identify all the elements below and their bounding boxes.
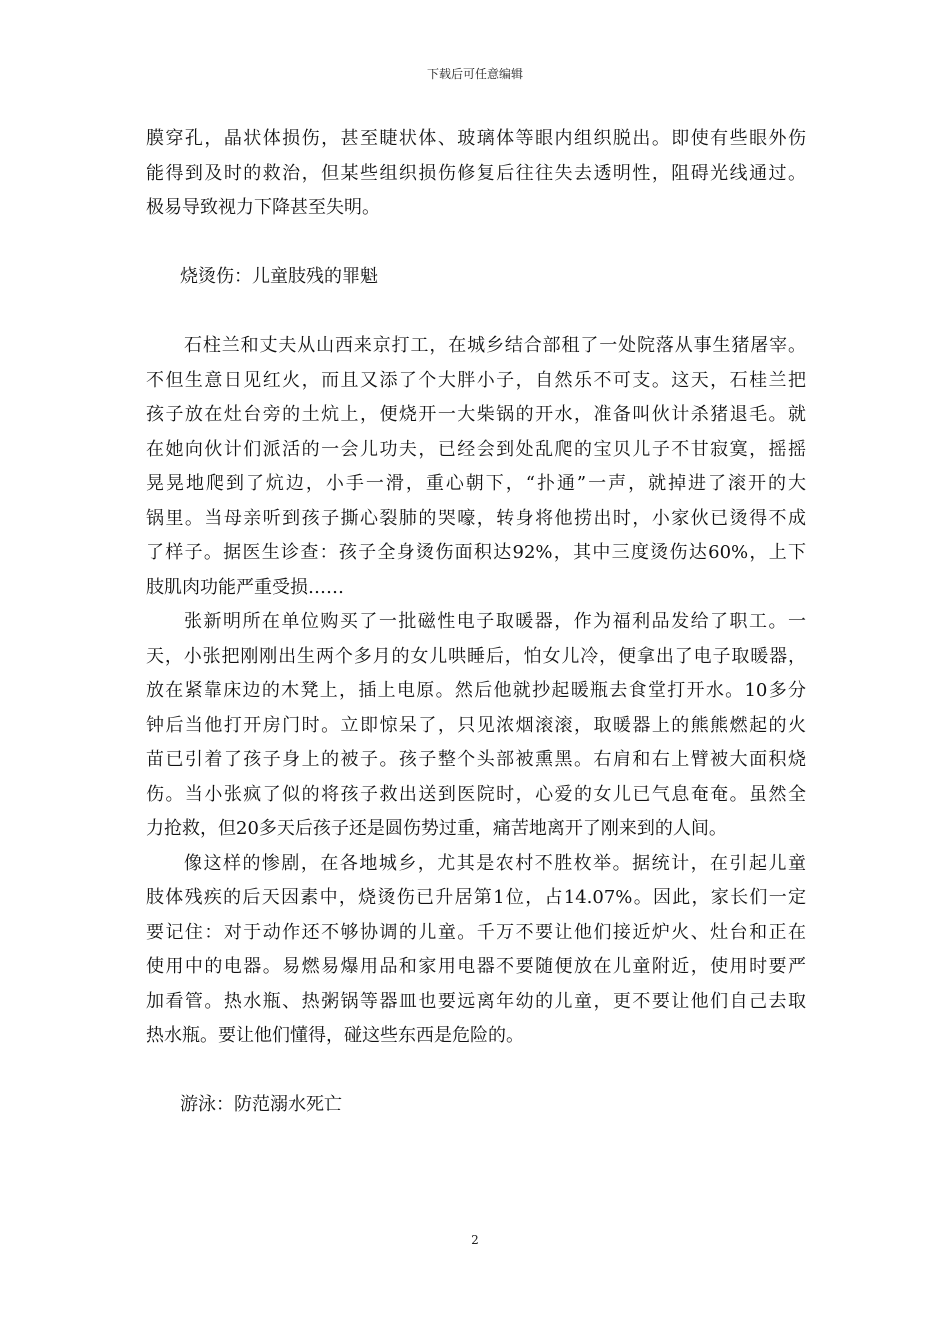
body-line: 孩子放在灶台旁的土炕上，便烧开一大柴锅的开水，准备叫伙计杀猪退毛。就 [146,404,806,425]
body-line: 不但生意日见红火，而且又添了个大胖小子，自然乐不可支。这天，石桂兰把 [146,369,806,391]
body-line: 伤。当小张疯了似的将孩子救出送到医院时，心爱的女儿已气息奄奄。虽然全 [146,783,806,805]
body-line: 像这样的惨剧，在各地城乡，尤其是农村不胜枚举。据统计，在引起儿童 [184,852,806,874]
spacer [146,1054,806,1089]
body-line: 要记住：对于动作还不够协调的儿童。千万不要让他们接近炉火、灶台和正在 [146,921,806,943]
body-line: 苗已引着了孩子身上的被子。孩子整个头部被熏黑。右肩和右上臂被大面积烧 [146,749,806,770]
body-line: 放在紧靠床边的木凳上，插上电原。然后他就抄起暖瓶去食堂打开水。10多分 [146,680,806,701]
section-heading-swimming: 游泳：防范溺水死亡 [180,1094,342,1115]
body-line: 力抢救，但20多天后孩子还是圆伤势过重，痛苦地离开了刚来到的人间。 [146,818,727,839]
body-line: 天，小张把刚刚出生两个多月的女儿哄睡后，怕女儿冷，便拿出了电子取暖器， [146,645,806,667]
body-line: 了样子。据医生诊查：孩子全身烫伤面积达92%，其中三度烫伤达60%，上下 [146,542,806,563]
section-heading-burns: 烧烫伤：儿童肢残的罪魁 [180,266,378,287]
body-line: 钟后当他打开房门时。立即惊呆了，只见浓烟滚滚，取暖器上的熊熊燃起的火 [146,714,806,736]
body-line: 热水瓶。要让他们懂得，碰这些东西是危险的。 [146,1025,524,1046]
body-line: 使用中的电器。易燃易爆用品和家用电器不要随便放在儿童附近，使用时要严 [146,956,806,977]
body-line: 张新明所在单位购买了一批磁性电子取暖器，作为福利品发给了职工。一 [184,611,806,632]
document-body [146,122,806,1123]
body-line: 在她向伙计们派活的一会儿功夫，已经会到处乱爬的宝贝儿子不甘寂寞，摇摇 [146,438,806,460]
page-header: 下载后可任意编辑 [426,67,523,81]
body-line: 晃晃地爬到了炕边，小手一滑，重心朝下，“扑通”一声，就掉进了滚开的大 [146,473,806,494]
body-line: 加看管。热水瓶、热粥锅等器皿也要远离年幼的儿童，更不要让他们自己去取 [146,990,806,1012]
body-line: 肢肌肉功能严重受损…… [146,576,344,598]
body-line: 能得到及时的救治，但某些组织损伤修复后往往失去透明性，阻碍光线通过。 [146,162,806,184]
body-line: 膜穿孔，晶状体损伤，甚至睫状体、玻璃体等眼内组织脱出。即使有些眼外伤 [146,128,806,149]
body-line: 锅里。当母亲听到孩子撕心裂肺的哭嚎，转身将他捞出时，小家伙已烫得不成 [146,507,806,529]
body-line: 肢体残疾的后天因素中，烧烫伤已升居第1位，占14.07%。因此，家长们一定 [146,887,806,908]
spacer [146,295,806,330]
body-line: 极易导致视力下降甚至失明。 [146,197,380,218]
spacer [146,226,806,261]
page-number: 2 [471,1233,479,1247]
body-line: 石柱兰和丈夫从山西来京打工，在城乡结合部租了一处院落从事生猪屠宰。 [184,335,806,356]
